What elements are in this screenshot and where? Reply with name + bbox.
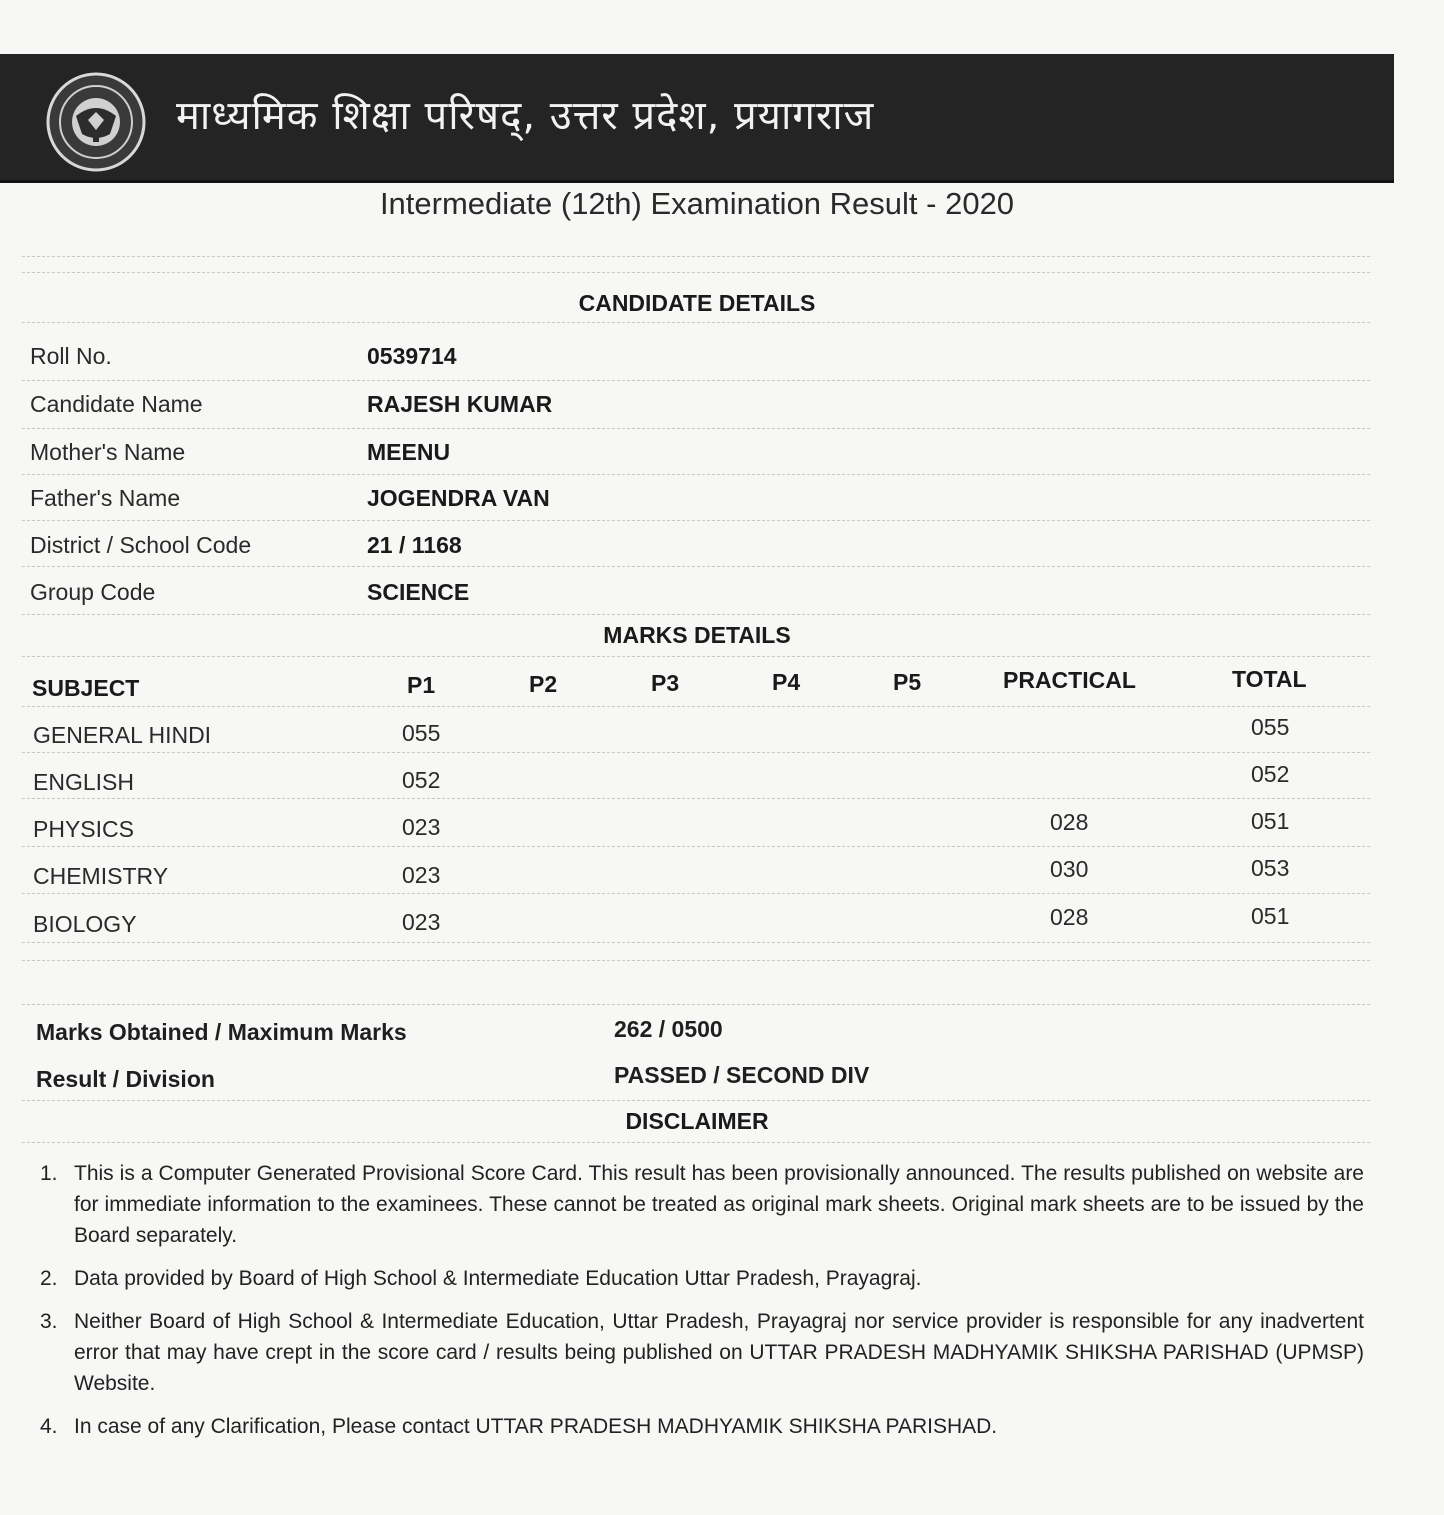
divider	[22, 706, 1370, 707]
candidate-row-mother-name	[30, 430, 1370, 474]
divider	[22, 656, 1370, 657]
divider	[22, 1100, 1370, 1101]
result-division-label: Result / Division	[36, 1066, 215, 1092]
disclaimer-item-text: This is a Computer Generated Provisional Score Card. This result has been provisionally announced. The results published on website are for immediate information to the examinees. These cannot be treated as original mark sheets. Original mark sheets are to be issued by the Board separately.	[74, 1162, 1364, 1247]
column-header-p1: P1	[407, 672, 436, 698]
column-header-p3: P3	[651, 670, 680, 696]
marks-obtained-value: 262 / 0500	[614, 1016, 723, 1042]
field-value: 0539714	[367, 343, 457, 369]
disclaimer-item	[40, 1306, 1364, 1399]
disclaimer-item	[40, 1263, 1364, 1294]
field-value: MEENU	[367, 439, 451, 465]
disclaimer-item-number: 3.	[40, 1310, 58, 1333]
candidate-row-group-code	[30, 570, 1370, 614]
divider	[22, 474, 1370, 475]
column-header-p2: P2	[529, 671, 558, 697]
divider	[22, 322, 1370, 323]
field-label: Father's Name	[30, 485, 181, 511]
board-name: माध्यमिक शिक्षा परिषद्, उत्तर प्रदेश, प्रयागराज	[176, 93, 875, 139]
subject-cell: PHYSICS	[33, 816, 134, 842]
divider	[22, 752, 1370, 753]
divider	[22, 566, 1370, 567]
p1-cell: 055	[402, 720, 441, 746]
candidate-details-heading: CANDIDATE DETAILS	[578, 290, 816, 316]
total-cell: 051	[1251, 808, 1290, 834]
practical-cell: 028	[1050, 809, 1089, 835]
result-division-value: PASSED / SECOND DIV	[614, 1062, 870, 1088]
field-value: 21 / 1168	[367, 532, 462, 558]
marks-details-heading: MARKS DETAILS	[603, 622, 791, 648]
field-label: Candidate Name	[30, 391, 203, 417]
disclaimer-item-number: 2.	[40, 1267, 58, 1290]
header-banner	[0, 54, 1394, 183]
disclaimer-item	[40, 1411, 1364, 1442]
p1-cell: 023	[402, 814, 441, 840]
field-label: Roll No.	[30, 343, 112, 369]
field-value: RAJESH KUMAR	[367, 391, 553, 417]
exam-title: Intermediate (12th) Examination Result - 2020	[379, 186, 1015, 221]
total-cell: 052	[1251, 761, 1290, 787]
board-emblem-icon	[46, 72, 146, 172]
subject-cell: CHEMISTRY	[33, 863, 169, 889]
field-value: JOGENDRA VAN	[367, 485, 550, 511]
candidate-row-district-school	[30, 523, 1370, 567]
divider	[22, 256, 1370, 257]
column-header-p5: P5	[893, 669, 922, 695]
disclaimer-item-text: Data provided by Board of High School & Intermediate Education Uttar Pradesh, Prayagraj.	[74, 1267, 922, 1290]
column-header-practical: PRACTICAL	[1003, 667, 1136, 693]
disclaimer-item-text: Neither Board of High School & Intermediate Education, Uttar Pradesh, Prayagraj nor service provider is responsible for any inadvertent error that may have crept in the score card / results being published on UTTAR PRADESH MADHYAMIK SHIKSHA PARISHAD (UPMSP) Website.	[74, 1310, 1364, 1395]
disclaimer-item-number: 4.	[40, 1415, 58, 1438]
divider	[22, 428, 1370, 429]
p1-cell: 023	[402, 909, 441, 935]
subject-cell: ENGLISH	[33, 769, 134, 795]
field-label: Mother's Name	[30, 439, 186, 465]
divider	[22, 520, 1370, 521]
divider	[22, 798, 1370, 799]
column-header-subject: SUBJECT	[32, 675, 140, 701]
column-header-p4: P4	[772, 669, 801, 695]
divider	[22, 846, 1370, 847]
disclaimer-list	[40, 1158, 1364, 1454]
divider	[22, 1142, 1370, 1143]
subject-cell: BIOLOGY	[33, 911, 137, 937]
candidate-row-roll-no	[30, 334, 1370, 378]
disclaimer-item-text: In case of any Clarification, Please contact UTTAR PRADESH MADHYAMIK SHIKSHA PARISHAD.	[74, 1415, 998, 1438]
divider	[22, 272, 1370, 273]
subject-cell: GENERAL HINDI	[33, 722, 212, 748]
divider	[22, 380, 1370, 381]
practical-cell: 028	[1050, 904, 1089, 930]
divider	[22, 893, 1370, 894]
divider	[22, 942, 1370, 943]
total-cell: 051	[1251, 903, 1290, 929]
column-header-total: TOTAL	[1232, 666, 1307, 692]
p1-cell: 052	[402, 767, 441, 793]
field-label: Group Code	[30, 579, 156, 605]
disclaimer-heading: DISCLAIMER	[625, 1108, 769, 1134]
disclaimer-item	[40, 1158, 1364, 1251]
p1-cell: 023	[402, 862, 441, 888]
total-cell: 055	[1251, 714, 1290, 740]
candidate-row-father-name	[30, 476, 1370, 520]
practical-cell: 030	[1050, 856, 1089, 882]
marks-obtained-label: Marks Obtained / Maximum Marks	[36, 1019, 407, 1045]
divider	[22, 960, 1370, 961]
candidate-row-name	[30, 382, 1370, 426]
disclaimer-item-number: 1.	[40, 1162, 58, 1185]
total-cell: 053	[1251, 855, 1290, 881]
field-label: District / School Code	[30, 532, 252, 558]
field-value: SCIENCE	[367, 579, 470, 605]
divider	[22, 1004, 1370, 1005]
divider	[22, 614, 1370, 615]
